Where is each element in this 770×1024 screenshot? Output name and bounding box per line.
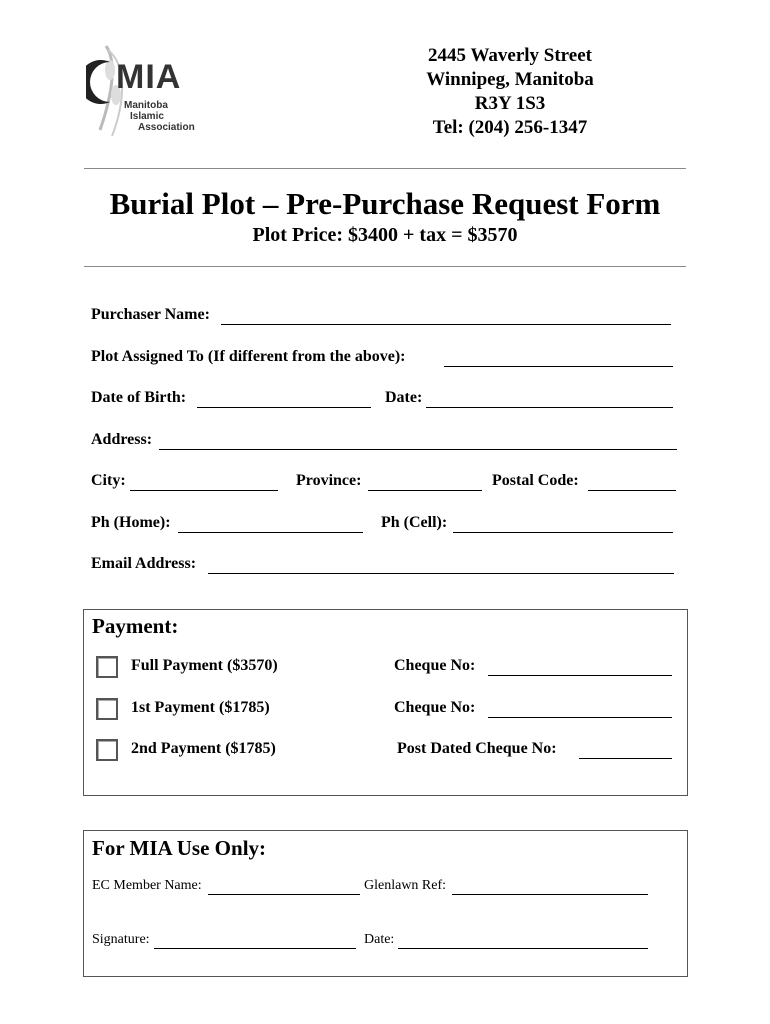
logo-line-1: Manitoba: [124, 100, 168, 111]
purchaser-name-field[interactable]: [221, 324, 671, 325]
plot-assigned-field[interactable]: [444, 366, 673, 367]
province-field[interactable]: [368, 490, 482, 491]
date-field[interactable]: [426, 407, 673, 408]
organization-address: [390, 44, 630, 140]
payment-section: [83, 609, 688, 796]
second-payment-cheque-field[interactable]: [579, 758, 672, 759]
ph-cell-label: Ph (Cell):: [381, 514, 448, 531]
logo-line-3: Association: [138, 122, 195, 133]
second-payment-checkbox[interactable]: [96, 739, 118, 761]
city-label: City:: [91, 472, 126, 489]
postal-code-field[interactable]: [588, 490, 676, 491]
signature-label: Signature:: [92, 932, 150, 947]
email-field[interactable]: [208, 573, 674, 574]
date-label: Date:: [385, 389, 423, 406]
email-label: Email Address:: [91, 555, 197, 572]
full-payment-cheque-label: Cheque No:: [394, 657, 476, 674]
email-row: [91, 555, 681, 577]
first-payment-cheque-label: Cheque No:: [394, 699, 476, 716]
title-divider: [84, 266, 686, 267]
dob-date-row: [91, 389, 681, 411]
payment-heading: Payment:: [92, 614, 179, 638]
full-payment-cheque-field[interactable]: [488, 675, 672, 676]
form-title: Burial Plot – Pre-Purchase Request Form: [109, 186, 661, 221]
first-payment-checkbox[interactable]: [96, 698, 118, 720]
glenlawn-ref-label: Glenlawn Ref:: [364, 878, 447, 893]
first-payment-cheque-field[interactable]: [488, 717, 672, 718]
dob-field[interactable]: [197, 407, 371, 408]
logo-mark-text: MIA: [116, 58, 182, 96]
purchaser-name-row: [91, 306, 681, 328]
signature-field[interactable]: [154, 948, 356, 949]
dob-label: Date of Birth:: [91, 389, 187, 406]
address-row: [91, 431, 681, 453]
ec-member-field[interactable]: [208, 894, 360, 895]
city-province-row: [91, 472, 681, 494]
mia-date-label: Date:: [364, 932, 395, 947]
address-field[interactable]: [159, 449, 677, 450]
plot-price: Plot Price: $3400 + tax = $3570: [252, 224, 518, 246]
plot-assigned-row: [91, 348, 681, 370]
ph-home-label: Ph (Home):: [91, 514, 171, 531]
first-payment-label: 1st Payment ($1785): [131, 699, 270, 716]
purchaser-name-label: Purchaser Name:: [91, 306, 210, 323]
glenlawn-ref-field[interactable]: [452, 894, 648, 895]
mia-use-heading: For MIA Use Only:: [92, 836, 267, 860]
header-divider: [84, 168, 686, 169]
mia-use-section: [83, 830, 688, 977]
ec-member-label: EC Member Name:: [92, 878, 202, 893]
ph-cell-field[interactable]: [453, 532, 673, 533]
mia-date-field[interactable]: [398, 948, 648, 949]
address-city: Winnipeg, Manitoba: [426, 69, 594, 90]
plot-assigned-label: Plot Assigned To (If different from the above):: [91, 348, 406, 365]
second-payment-label: 2nd Payment ($1785): [131, 740, 276, 757]
ph-home-field[interactable]: [178, 532, 363, 533]
address-postal: R3Y 1S3: [474, 93, 546, 114]
address-label: Address:: [91, 431, 153, 448]
address-tel: Tel: (204) 256-1347: [432, 117, 588, 138]
address-street: 2445 Waverly Street: [428, 45, 592, 66]
full-payment-label: Full Payment ($3570): [131, 657, 278, 674]
mia-logo: [86, 40, 216, 140]
full-payment-checkbox[interactable]: [96, 656, 118, 678]
phone-row: [91, 514, 681, 536]
second-payment-cheque-label: Post Dated Cheque No:: [397, 740, 557, 757]
logo-line-2: Islamic: [130, 111, 164, 122]
city-field[interactable]: [130, 490, 278, 491]
province-label: Province:: [296, 472, 362, 489]
postal-code-label: Postal Code:: [492, 472, 579, 489]
